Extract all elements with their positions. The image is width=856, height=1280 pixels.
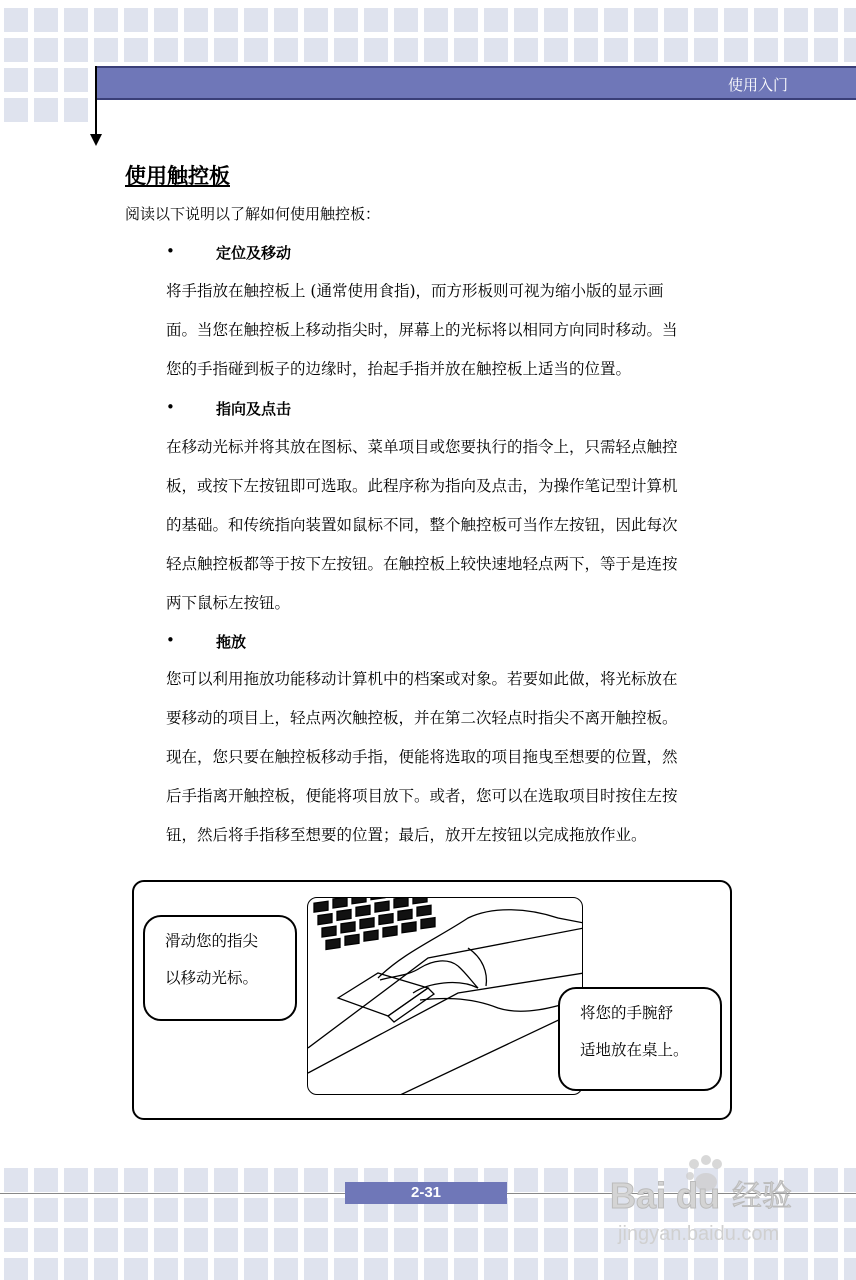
keyboard-key bbox=[326, 939, 340, 950]
decorative-tile bbox=[424, 38, 448, 62]
decorative-tile bbox=[364, 1228, 388, 1252]
keyboard-key bbox=[352, 898, 366, 904]
decorative-tile bbox=[94, 1168, 118, 1192]
keyboard-key bbox=[413, 898, 427, 904]
decorative-tile bbox=[334, 1258, 358, 1280]
decorative-tile bbox=[4, 8, 28, 32]
decorative-tile bbox=[304, 1168, 328, 1192]
decorative-tile bbox=[784, 38, 808, 62]
decorative-tile bbox=[334, 1228, 358, 1252]
decorative-tile bbox=[274, 1168, 298, 1192]
decorative-tile bbox=[214, 1198, 238, 1222]
keyboard-key bbox=[333, 898, 347, 908]
decorative-tile bbox=[634, 38, 658, 62]
decorative-tile bbox=[334, 8, 358, 32]
header-bar bbox=[97, 66, 856, 100]
svg-text:经验: 经验 bbox=[732, 1179, 792, 1214]
decorative-tile bbox=[514, 38, 538, 62]
decorative-tile bbox=[664, 1258, 688, 1280]
decorative-tile bbox=[544, 1258, 568, 1280]
decorative-tile bbox=[64, 8, 88, 32]
decorative-tile bbox=[544, 1168, 568, 1192]
decorative-tile bbox=[514, 8, 538, 32]
callout-line: 适地放在桌上。 bbox=[580, 1041, 689, 1059]
decorative-tile bbox=[814, 38, 838, 62]
decorative-tile bbox=[214, 38, 238, 62]
svg-text:du: du bbox=[676, 1175, 720, 1216]
decorative-tile bbox=[574, 1228, 598, 1252]
keyboard-key bbox=[379, 914, 393, 925]
decorative-tile bbox=[814, 1258, 838, 1280]
decorative-tile bbox=[754, 38, 778, 62]
decorative-tile bbox=[544, 1228, 568, 1252]
decorative-tile bbox=[124, 1198, 148, 1222]
decorative-tile bbox=[514, 1228, 538, 1252]
decorative-tile bbox=[34, 1198, 58, 1222]
decorative-tile bbox=[574, 1168, 598, 1192]
keyboard-key bbox=[356, 905, 370, 916]
decorative-tile bbox=[514, 1198, 538, 1222]
paragraph-drag-drop bbox=[166, 667, 738, 862]
decorative-tile bbox=[214, 1258, 238, 1280]
decorative-tile bbox=[844, 38, 856, 62]
bullet-icon: • bbox=[166, 242, 175, 260]
keyboard-key bbox=[318, 914, 332, 925]
decorative-tile bbox=[604, 1258, 628, 1280]
decorative-tile bbox=[4, 1258, 28, 1280]
decorative-tile bbox=[214, 1228, 238, 1252]
callout-bubble-right bbox=[558, 987, 722, 1091]
decorative-tile bbox=[184, 1228, 208, 1252]
decorative-tile bbox=[4, 1168, 28, 1192]
decorative-tile bbox=[724, 38, 748, 62]
paragraph-positioning bbox=[166, 279, 738, 396]
decorative-tile bbox=[544, 8, 568, 32]
header-tile-pattern bbox=[0, 0, 856, 130]
keyboard-key bbox=[402, 922, 416, 933]
keyboard-key bbox=[398, 909, 412, 920]
decorative-tile bbox=[244, 1168, 268, 1192]
decorative-tile bbox=[634, 8, 658, 32]
decorative-tile bbox=[454, 38, 478, 62]
decorative-tile bbox=[64, 1198, 88, 1222]
decorative-tile bbox=[574, 38, 598, 62]
decorative-tile bbox=[334, 38, 358, 62]
decorative-tile bbox=[454, 8, 478, 32]
decorative-tile bbox=[184, 1258, 208, 1280]
paragraph-line: 将手指放在触控板上 (通常使用食指)，而方形板则可视为缩小版的显示画 bbox=[166, 282, 664, 300]
decorative-tile bbox=[784, 1258, 808, 1280]
keyboard-key bbox=[322, 926, 336, 937]
chapter-title: 使用入门 bbox=[727, 76, 788, 94]
decorative-tile bbox=[304, 1198, 328, 1222]
decorative-tile bbox=[274, 1258, 298, 1280]
decorative-tile bbox=[154, 1258, 178, 1280]
decorative-tile bbox=[424, 1228, 448, 1252]
decorative-tile bbox=[34, 8, 58, 32]
decorative-tile bbox=[694, 8, 718, 32]
decorative-tile bbox=[184, 38, 208, 62]
callout-bubble-left bbox=[143, 915, 297, 1021]
decorative-tile bbox=[634, 1258, 658, 1280]
decorative-tile bbox=[454, 1228, 478, 1252]
keyboard-key bbox=[417, 905, 431, 916]
paragraph-line: 现在，您只要在触控板移动手指，便能将选取的项目拖曳至想要的位置，然 bbox=[166, 748, 678, 766]
decorative-tile bbox=[574, 1258, 598, 1280]
item-label: 拖放 bbox=[216, 633, 247, 651]
decorative-tile bbox=[364, 1258, 388, 1280]
decorative-tile bbox=[274, 1198, 298, 1222]
decorative-tile bbox=[514, 1258, 538, 1280]
decorative-tile bbox=[34, 1168, 58, 1192]
decorative-tile bbox=[244, 1228, 268, 1252]
item-label: 定位及移动 bbox=[216, 244, 292, 262]
item-label: 指向及点击 bbox=[216, 400, 292, 418]
decorative-tile bbox=[304, 1228, 328, 1252]
paragraph-line: 板，或按下左按钮即可选取。此程序称为指向及点击，为操作笔记型计算机 bbox=[166, 477, 678, 495]
keyboard-key bbox=[383, 926, 397, 937]
decorative-tile bbox=[184, 1198, 208, 1222]
decorative-tile bbox=[64, 68, 88, 92]
paragraph-line: 面。当您在触控板上移动指尖时，屏幕上的光标将以相同方向同时移动。当 bbox=[166, 321, 678, 339]
decorative-tile bbox=[94, 1258, 118, 1280]
decorative-tile bbox=[424, 1258, 448, 1280]
paragraph-line: 钮，然后将手指移至想要的位置；最后，放开左按钮以完成拖放作业。 bbox=[166, 826, 647, 844]
callout-line: 滑动您的指尖 bbox=[165, 932, 259, 950]
decorative-tile bbox=[694, 1258, 718, 1280]
decorative-tile bbox=[34, 68, 58, 92]
decorative-tile bbox=[64, 1168, 88, 1192]
decorative-tile bbox=[274, 1228, 298, 1252]
decorative-tile bbox=[844, 8, 856, 32]
decorative-tile bbox=[844, 1198, 856, 1222]
hand-on-touchpad-image bbox=[308, 898, 583, 1095]
decorative-tile bbox=[574, 8, 598, 32]
decorative-tile bbox=[154, 1228, 178, 1252]
decorative-tile bbox=[484, 8, 508, 32]
decorative-tile bbox=[34, 38, 58, 62]
decorative-tile bbox=[94, 1198, 118, 1222]
keyboard-key bbox=[314, 901, 328, 912]
decorative-tile bbox=[34, 98, 58, 122]
decorative-tile bbox=[304, 38, 328, 62]
paragraph-line: 您可以利用拖放功能移动计算机中的档案或对象。若要如此做，将光标放在 bbox=[166, 670, 678, 688]
callout-line: 以移动光标。 bbox=[165, 969, 259, 987]
decorative-tile bbox=[124, 38, 148, 62]
keyboard-key bbox=[341, 922, 355, 933]
keyboard-key bbox=[360, 918, 374, 929]
decorative-tile bbox=[694, 38, 718, 62]
section-heading: 使用触控板 bbox=[125, 164, 230, 188]
svg-text:Bai: Bai bbox=[610, 1175, 667, 1216]
decorative-tile bbox=[844, 1228, 856, 1252]
decorative-tile bbox=[4, 98, 28, 122]
bullet-icon: • bbox=[166, 398, 175, 416]
keyboard-key bbox=[421, 918, 435, 929]
decorative-tile bbox=[484, 38, 508, 62]
paragraph-line: 后手指离开触控板，便能将项目放下。或者，您可以在选取项目时按住左按 bbox=[166, 787, 678, 805]
decorative-tile bbox=[364, 8, 388, 32]
decorative-tile bbox=[724, 8, 748, 32]
decorative-tile bbox=[4, 38, 28, 62]
decorative-tile bbox=[484, 1258, 508, 1280]
decorative-tile bbox=[244, 8, 268, 32]
decorative-tile bbox=[364, 38, 388, 62]
down-arrow-icon bbox=[90, 134, 102, 146]
decorative-tile bbox=[214, 1168, 238, 1192]
decorative-tile bbox=[184, 1168, 208, 1192]
keyboard-key bbox=[337, 909, 351, 920]
decorative-tile bbox=[844, 1168, 856, 1192]
decorative-tile bbox=[64, 1228, 88, 1252]
decorative-tile bbox=[154, 1198, 178, 1222]
decorative-tile bbox=[184, 8, 208, 32]
decorative-tile bbox=[4, 68, 28, 92]
keyboard-key bbox=[371, 898, 385, 900]
decorative-tile bbox=[394, 38, 418, 62]
decorative-tile bbox=[604, 8, 628, 32]
decorative-tile bbox=[484, 1228, 508, 1252]
decorative-tile bbox=[754, 8, 778, 32]
decorative-tile bbox=[124, 1258, 148, 1280]
decorative-tile bbox=[154, 1168, 178, 1192]
decorative-tile bbox=[124, 1228, 148, 1252]
decorative-tile bbox=[64, 38, 88, 62]
callout-line: 将您的手腕舒 bbox=[580, 1004, 674, 1022]
decorative-tile bbox=[94, 8, 118, 32]
decorative-tile bbox=[34, 1228, 58, 1252]
decorative-tile bbox=[784, 8, 808, 32]
keyboard-key bbox=[394, 898, 408, 908]
decorative-tile bbox=[814, 8, 838, 32]
baidu-watermark-logo bbox=[608, 1152, 838, 1252]
decorative-tile bbox=[844, 1258, 856, 1280]
keyboard-key bbox=[364, 930, 378, 941]
paragraph-line: 您的手指碰到板子的边缘时，抬起手指并放在触控板上适当的位置。 bbox=[166, 360, 632, 378]
decorative-tile bbox=[304, 8, 328, 32]
paragraph-line: 在移动光标并将其放在图标、菜单项目或您要执行的指令上，只需轻点触控 bbox=[166, 438, 678, 456]
decorative-tile bbox=[394, 1258, 418, 1280]
decorative-tile bbox=[274, 8, 298, 32]
decorative-tile bbox=[244, 38, 268, 62]
decorative-tile bbox=[394, 8, 418, 32]
decorative-tile bbox=[754, 1258, 778, 1280]
decorative-tile bbox=[64, 1258, 88, 1280]
intro-text: 阅读以下说明以了解如何使用触控板： bbox=[125, 205, 381, 223]
decorative-tile bbox=[724, 1258, 748, 1280]
decorative-tile bbox=[274, 38, 298, 62]
decorative-tile bbox=[544, 1198, 568, 1222]
paragraph-line: 轻点触控板都等于按下左按钮。在触控板上较快速地轻点两下，等于是连按 bbox=[166, 555, 678, 573]
decorative-tile bbox=[94, 38, 118, 62]
decorative-tile bbox=[424, 8, 448, 32]
decorative-tile bbox=[124, 1168, 148, 1192]
decorative-tile bbox=[544, 38, 568, 62]
paragraph-line: 要移动的项目上，轻点两次触控板，并在第二次轻点时指尖不离开触控板。 bbox=[166, 709, 678, 727]
decorative-tile bbox=[454, 1258, 478, 1280]
decorative-tile bbox=[124, 8, 148, 32]
svg-text:jingyan.baidu.com: jingyan.baidu.com bbox=[618, 1223, 780, 1245]
decorative-tile bbox=[34, 1258, 58, 1280]
page-number: 2-31 bbox=[345, 1182, 507, 1204]
paragraph-line: 两下鼠标左按钮。 bbox=[166, 594, 291, 612]
decorative-tile bbox=[4, 1228, 28, 1252]
header-side-line bbox=[95, 66, 97, 136]
bullet-icon: • bbox=[166, 631, 175, 649]
decorative-tile bbox=[64, 98, 88, 122]
paragraph-point-click bbox=[166, 435, 738, 630]
decorative-tile bbox=[574, 1198, 598, 1222]
touchpad-illustration bbox=[307, 897, 583, 1095]
decorative-tile bbox=[4, 1198, 28, 1222]
decorative-tile bbox=[394, 1228, 418, 1252]
decorative-tile bbox=[154, 38, 178, 62]
keyboard-key bbox=[375, 901, 389, 912]
keyboard-key bbox=[345, 934, 359, 945]
decorative-tile bbox=[514, 1168, 538, 1192]
decorative-tile bbox=[304, 1258, 328, 1280]
decorative-tile bbox=[214, 8, 238, 32]
paragraph-line: 的基础。和传统指向装置如鼠标不同，整个触控板可当作左按钮，因此每次 bbox=[166, 516, 678, 534]
decorative-tile bbox=[244, 1198, 268, 1222]
decorative-tile bbox=[94, 1228, 118, 1252]
decorative-tile bbox=[664, 8, 688, 32]
decorative-tile bbox=[244, 1258, 268, 1280]
decorative-tile bbox=[154, 8, 178, 32]
decorative-tile bbox=[664, 38, 688, 62]
decorative-tile bbox=[604, 38, 628, 62]
